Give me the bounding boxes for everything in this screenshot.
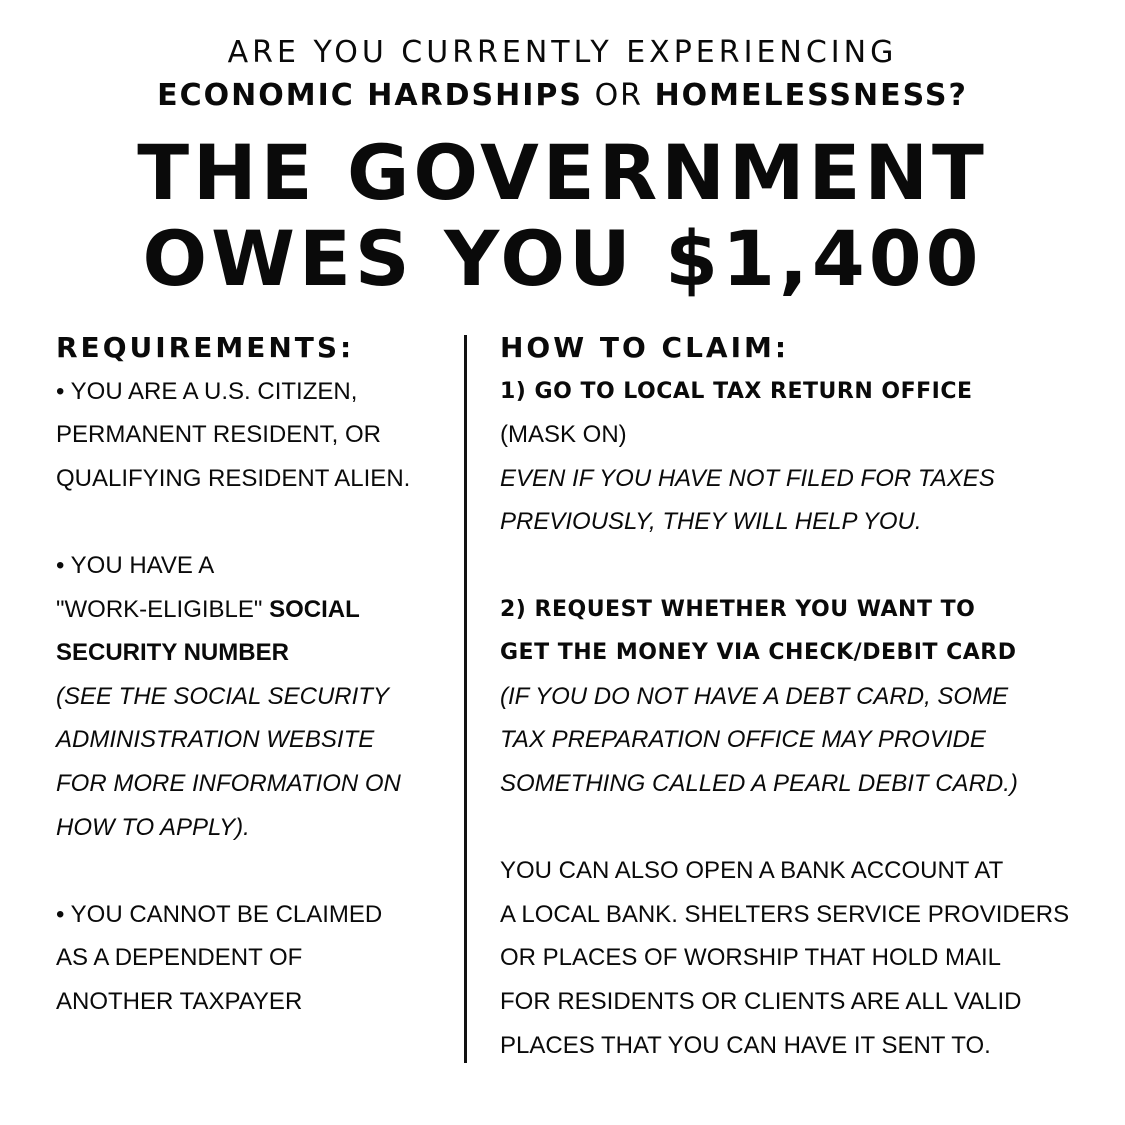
requirement-3-line: • YOU CANNOT BE CLAIMED [56, 900, 383, 928]
title-line-2: OWES YOU $1,400 [142, 214, 983, 303]
title-line-1: THE GOVERNMENT [137, 128, 988, 217]
step-2-note: TAX PREPARATION OFFICE MAY PROVIDE [500, 726, 986, 754]
work-eligible-text: "WORK-ELIGIBLE" [56, 595, 270, 623]
requirement-2-note: HOW TO APPLY). [56, 813, 250, 841]
extra-info-line: PLACES THAT YOU CAN HAVE IT SENT TO. [500, 1031, 991, 1059]
requirement-2-note: (SEE THE SOCIAL SECURITY [56, 682, 389, 710]
requirement-1-line: PERMANENT RESIDENT, OR [56, 421, 381, 449]
header-line-1: ARE YOU CURRENTLY EXPERIENCING [227, 35, 898, 70]
requirement-1-line: • YOU ARE A U.S. CITIZEN, [56, 377, 358, 405]
step-2-note: (IF YOU DO NOT HAVE A DEBT CARD, SOME [500, 682, 1009, 710]
requirements-heading: REQUIREMENTS: [56, 331, 355, 364]
requirement-2-note: ADMINISTRATION WEBSITE [56, 726, 375, 754]
step-2-note: SOMETHING CALLED A PEARL DEBIT CARD.) [500, 769, 1018, 797]
step-1: 1) GO TO LOCAL TAX RETURN OFFICE [500, 378, 973, 404]
header-economic-hardships: ECONOMIC HARDSHIPS [157, 78, 584, 113]
requirement-2-line: SECURITY NUMBER [56, 639, 289, 667]
step-1-note: EVEN IF YOU HAVE NOT FILED FOR TAXES [500, 464, 995, 492]
requirement-2-line: • YOU HAVE A [56, 551, 215, 579]
how-to-claim-heading: HOW TO CLAIM: [500, 331, 790, 364]
step-1-sub: (MASK ON) [500, 421, 627, 449]
extra-info-line: OR PLACES OF WORSHIP THAT HOLD MAIL [500, 944, 1001, 972]
extra-info-line: FOR RESIDENTS OR CLIENTS ARE ALL VALID [500, 987, 1022, 1015]
requirement-2-line [56, 588, 456, 632]
requirement-2-note: FOR MORE INFORMATION ON [56, 769, 401, 797]
column-divider [464, 335, 467, 1063]
step-1-note: PREVIOUSLY, THEY WILL HELP YOU. [500, 508, 922, 536]
extra-info-line: A LOCAL BANK. SHELTERS SERVICE PROVIDERS [500, 900, 1070, 928]
social-text: SOCIAL [269, 595, 360, 623]
step-2: 2) REQUEST WHETHER YOU WANT TO [500, 596, 976, 622]
header-line-2 [0, 76, 1125, 116]
extra-info-line: YOU CAN ALSO OPEN A BANK ACCOUNT AT [500, 857, 1004, 885]
how-to-claim-column [500, 326, 1100, 1067]
header-homelessness: HOMELESSNESS? [654, 78, 968, 113]
requirement-3-line: AS A DEPENDENT OF [56, 944, 303, 972]
requirement-1-line: QUALIFYING RESIDENT ALIEN. [56, 464, 411, 492]
header-or: OR [583, 78, 655, 113]
requirement-3-line: ANOTHER TAXPAYER [56, 987, 303, 1015]
step-2: GET THE MONEY VIA CHECK/DEBIT CARD [500, 640, 1017, 666]
requirements-column [56, 326, 456, 1024]
